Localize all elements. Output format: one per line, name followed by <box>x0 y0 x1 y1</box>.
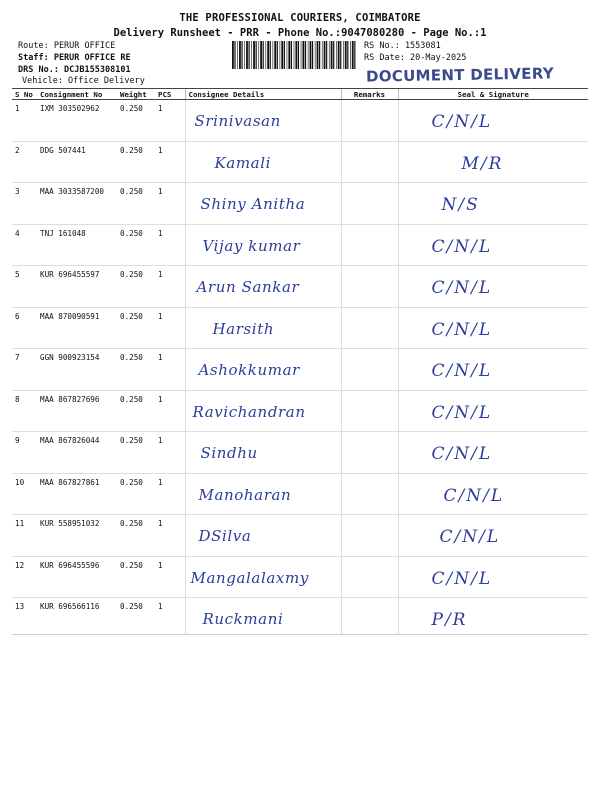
cell-sno: 9 <box>12 432 37 474</box>
handwritten-consignee-name: Shiny Anitha <box>200 195 306 213</box>
barcode-bar <box>336 41 337 69</box>
rs-number: RS No.: 1553081 <box>364 41 441 51</box>
cell-remarks <box>341 432 398 474</box>
handwritten-seal: C/N/L <box>431 444 493 464</box>
barcode-bar <box>350 41 351 69</box>
cell-consignment: KUR 696566116 <box>37 598 117 635</box>
cell-pcs: 1 <box>155 349 185 391</box>
barcode-bar <box>298 41 299 69</box>
handwritten-consignee-name: Ravichandran <box>192 402 306 421</box>
cell-remarks <box>341 473 398 515</box>
handwritten-seal: C/N/L <box>443 485 505 506</box>
cell-sno: 8 <box>12 390 37 432</box>
table-row <box>12 266 588 308</box>
handwritten-consignee-name: Ashokkumar <box>198 361 300 379</box>
cell-consignment: KUR 696455597 <box>37 266 117 308</box>
barcode-bar <box>241 41 242 69</box>
handwritten-seal: M/R <box>461 153 504 174</box>
handwritten-consignee-name: Vijay kumar <box>202 236 301 255</box>
cell-consignee <box>185 598 341 635</box>
handwritten-seal: C/N/L <box>431 112 493 132</box>
cell-weight: 0.250 <box>117 349 155 391</box>
cell-pcs: 1 <box>155 473 185 515</box>
cell-remarks <box>341 183 398 225</box>
table-row <box>12 390 588 432</box>
barcode-bar <box>295 41 297 69</box>
cell-weight: 0.250 <box>117 598 155 635</box>
barcode-bar <box>352 41 354 69</box>
barcode-bar <box>301 41 302 69</box>
handwritten-seal: C/N/L <box>439 527 501 547</box>
handwritten-seal: C/N/L <box>431 402 493 423</box>
cell-pcs: 1 <box>155 100 185 142</box>
cell-remarks <box>341 266 398 308</box>
barcode-bar <box>234 41 235 69</box>
handwritten-consignee-name: Srinivasan <box>194 112 281 130</box>
handwritten-consignee-name: Sindhu <box>200 444 258 462</box>
cell-weight: 0.250 <box>117 473 155 515</box>
cell-consignee <box>185 141 341 183</box>
cell-seal <box>398 266 588 308</box>
barcode-bar <box>246 41 248 69</box>
runsheet-table <box>12 88 588 635</box>
handwritten-consignee-name: Manoharan <box>198 485 292 504</box>
cell-weight: 0.250 <box>117 141 155 183</box>
barcode-bar <box>310 41 312 69</box>
cell-consignment: KUR 558951032 <box>37 515 117 557</box>
barcode-bar <box>277 41 278 69</box>
barcode-bar <box>303 41 305 69</box>
col-header-seal: Seal & Signature <box>398 89 588 100</box>
cell-seal <box>398 598 588 635</box>
table-row <box>12 432 588 474</box>
cell-seal <box>398 183 588 225</box>
cell-sno: 7 <box>12 349 37 391</box>
cell-weight: 0.250 <box>117 307 155 349</box>
handwritten-seal: C/N/L <box>431 319 493 340</box>
barcode-bar <box>270 41 271 69</box>
barcode-bar <box>322 41 323 69</box>
cell-seal <box>398 432 588 474</box>
cell-pcs: 1 <box>155 390 185 432</box>
barcode-bar <box>329 41 330 69</box>
cell-weight: 0.250 <box>117 515 155 557</box>
col-header-consignment: Consignment No <box>37 89 117 100</box>
cell-consignment: KUR 696455596 <box>37 556 117 598</box>
barcode-bar <box>274 41 276 69</box>
col-header-consignee: Consignee Details <box>185 89 341 100</box>
barcode-bar <box>249 41 250 69</box>
barcode-bar <box>280 41 281 69</box>
cell-seal <box>398 100 588 142</box>
barcode-bar <box>324 41 326 69</box>
cell-sno: 6 <box>12 307 37 349</box>
cell-consignment: GGN 900923154 <box>37 349 117 391</box>
table-row <box>12 224 588 266</box>
cell-seal <box>398 390 588 432</box>
cell-remarks <box>341 224 398 266</box>
barcode-bar <box>232 41 234 69</box>
handwritten-seal: C/N/L <box>431 236 493 257</box>
barcode-bar <box>319 41 320 69</box>
barcode-bar <box>343 41 344 69</box>
barcode-bar <box>273 41 274 69</box>
cell-consignment: TNJ 161048 <box>37 224 117 266</box>
cell-sno: 11 <box>12 515 37 557</box>
barcode-bar <box>260 41 262 69</box>
cell-consignee <box>185 307 341 349</box>
barcode-image <box>232 41 358 69</box>
cell-remarks <box>341 349 398 391</box>
cell-consignee <box>185 432 341 474</box>
handwritten-consignee-name: DSilva <box>198 527 252 545</box>
barcode-bar <box>312 41 313 69</box>
handwritten-consignee-name: Ruckmani <box>202 610 284 628</box>
cell-weight: 0.250 <box>117 556 155 598</box>
table-row <box>12 473 588 515</box>
handwritten-seal: C/N/L <box>431 278 493 298</box>
cell-remarks <box>341 100 398 142</box>
runsheet-subtitle: Delivery Runsheet - PRR - Phone No.:9047080280 - Page No.:1 <box>113 27 487 39</box>
table-header-row <box>12 89 588 100</box>
barcode-bar <box>284 41 285 69</box>
table-row <box>12 141 588 183</box>
cell-weight: 0.250 <box>117 266 155 308</box>
handwritten-seal: C/N/L <box>431 361 493 381</box>
cell-seal <box>398 349 588 391</box>
handwritten-consignee-name: Kamali <box>214 153 272 172</box>
cell-sno: 10 <box>12 473 37 515</box>
barcode-bar <box>340 41 341 69</box>
staff-line: Staff: PERUR OFFICE RE <box>18 53 131 63</box>
route-line: Route: PERUR OFFICE <box>18 41 116 51</box>
cell-consignment: MAA 867827861 <box>37 473 117 515</box>
cell-seal <box>398 556 588 598</box>
cell-weight: 0.250 <box>117 183 155 225</box>
document-delivery-stamp: DOCUMENT DELIVERY <box>365 64 555 86</box>
cell-consignment: MAA 870090591 <box>37 307 117 349</box>
col-header-pcs: PCS <box>155 89 185 100</box>
handwritten-consignee-name: Arun Sankar <box>196 278 300 296</box>
cell-consignment: MAA 867827696 <box>37 390 117 432</box>
cell-pcs: 1 <box>155 556 185 598</box>
cell-seal <box>398 307 588 349</box>
cell-weight: 0.250 <box>117 100 155 142</box>
barcode-bar <box>239 41 241 69</box>
barcode-bar <box>258 41 259 69</box>
cell-sno: 5 <box>12 266 37 308</box>
vehicle-line: Vehicle: Office Delivery <box>22 76 145 86</box>
table-row <box>12 307 588 349</box>
barcode-bar <box>315 41 316 69</box>
barcode-bar <box>288 41 290 69</box>
handwritten-consignee-name: Mangalalaxmy <box>190 568 309 587</box>
barcode-bar <box>326 41 327 69</box>
cell-remarks <box>341 515 398 557</box>
cell-sno: 3 <box>12 183 37 225</box>
cell-consignment: IXM 303502962 <box>37 100 117 142</box>
table-row <box>12 349 588 391</box>
cell-consignee <box>185 349 341 391</box>
cell-consignment: MAA 3033587200 <box>37 183 117 225</box>
barcode-bar <box>287 41 288 69</box>
barcode-bar <box>251 41 252 69</box>
barcode-bar <box>294 41 295 69</box>
cell-pcs: 1 <box>155 224 185 266</box>
cell-consignee <box>185 390 341 432</box>
table-row <box>12 598 588 635</box>
cell-consignee <box>185 556 341 598</box>
cell-remarks <box>341 390 398 432</box>
cell-remarks <box>341 141 398 183</box>
cell-sno: 4 <box>12 224 37 266</box>
cell-remarks <box>341 307 398 349</box>
cell-remarks <box>341 598 398 635</box>
cell-seal <box>398 515 588 557</box>
table-row <box>12 515 588 557</box>
handwritten-consignee-name: Harsith <box>212 319 275 338</box>
col-header-remarks: Remarks <box>341 89 398 100</box>
barcode-bar <box>354 41 355 69</box>
barcode-bar <box>333 41 334 69</box>
cell-pcs: 1 <box>155 307 185 349</box>
handwritten-seal: C/N/L <box>431 568 493 589</box>
cell-seal <box>398 141 588 183</box>
barcode-bar <box>347 41 348 69</box>
barcode-bar <box>256 41 257 69</box>
table-row <box>12 183 588 225</box>
cell-sno: 13 <box>12 598 37 635</box>
cell-pcs: 1 <box>155 432 185 474</box>
barcode-bar <box>317 41 319 69</box>
barcode-bar <box>267 41 269 69</box>
barcode-bar <box>291 41 292 69</box>
table-row <box>12 556 588 598</box>
cell-sno: 2 <box>12 141 37 183</box>
cell-sno: 1 <box>12 100 37 142</box>
barcode-bar <box>266 41 267 69</box>
cell-consignment: DDG 507441 <box>37 141 117 183</box>
cell-consignee <box>185 515 341 557</box>
cell-pcs: 1 <box>155 598 185 635</box>
company-title: THE PROFESSIONAL COURIERS, COIMBATORE <box>179 12 421 24</box>
barcode-bar <box>308 41 309 69</box>
cell-consignee <box>185 266 341 308</box>
cell-consignee <box>185 100 341 142</box>
barcode-bar <box>331 41 333 69</box>
cell-consignee <box>185 473 341 515</box>
cell-remarks <box>341 556 398 598</box>
cell-pcs: 1 <box>155 141 185 183</box>
cell-weight: 0.250 <box>117 432 155 474</box>
handwritten-seal: N/S <box>441 195 480 215</box>
cell-pcs: 1 <box>155 515 185 557</box>
col-header-sno: S No <box>12 89 37 100</box>
barcode-bar <box>237 41 238 69</box>
cell-consignee <box>185 183 341 225</box>
barcode-bar <box>244 41 245 69</box>
cell-consignment: MAA 867826044 <box>37 432 117 474</box>
cell-weight: 0.250 <box>117 390 155 432</box>
barcode-bar <box>338 41 340 69</box>
cell-pcs: 1 <box>155 183 185 225</box>
rs-date: RS Date: 20-May-2025 <box>364 53 467 63</box>
handwritten-seal: P/R <box>431 610 468 630</box>
cell-pcs: 1 <box>155 266 185 308</box>
cell-weight: 0.250 <box>117 224 155 266</box>
barcode-bar <box>263 41 264 69</box>
cell-seal <box>398 224 588 266</box>
cell-consignee <box>185 224 341 266</box>
barcode-bar <box>345 41 347 69</box>
barcode-bar <box>305 41 306 69</box>
barcode-bar <box>281 41 283 69</box>
drs-line: DRS No.: DCJB155308101 <box>18 65 131 75</box>
cell-seal <box>398 473 588 515</box>
col-header-weight: Weight <box>117 89 155 100</box>
table-row <box>12 100 588 142</box>
barcode-bar <box>253 41 255 69</box>
cell-sno: 12 <box>12 556 37 598</box>
